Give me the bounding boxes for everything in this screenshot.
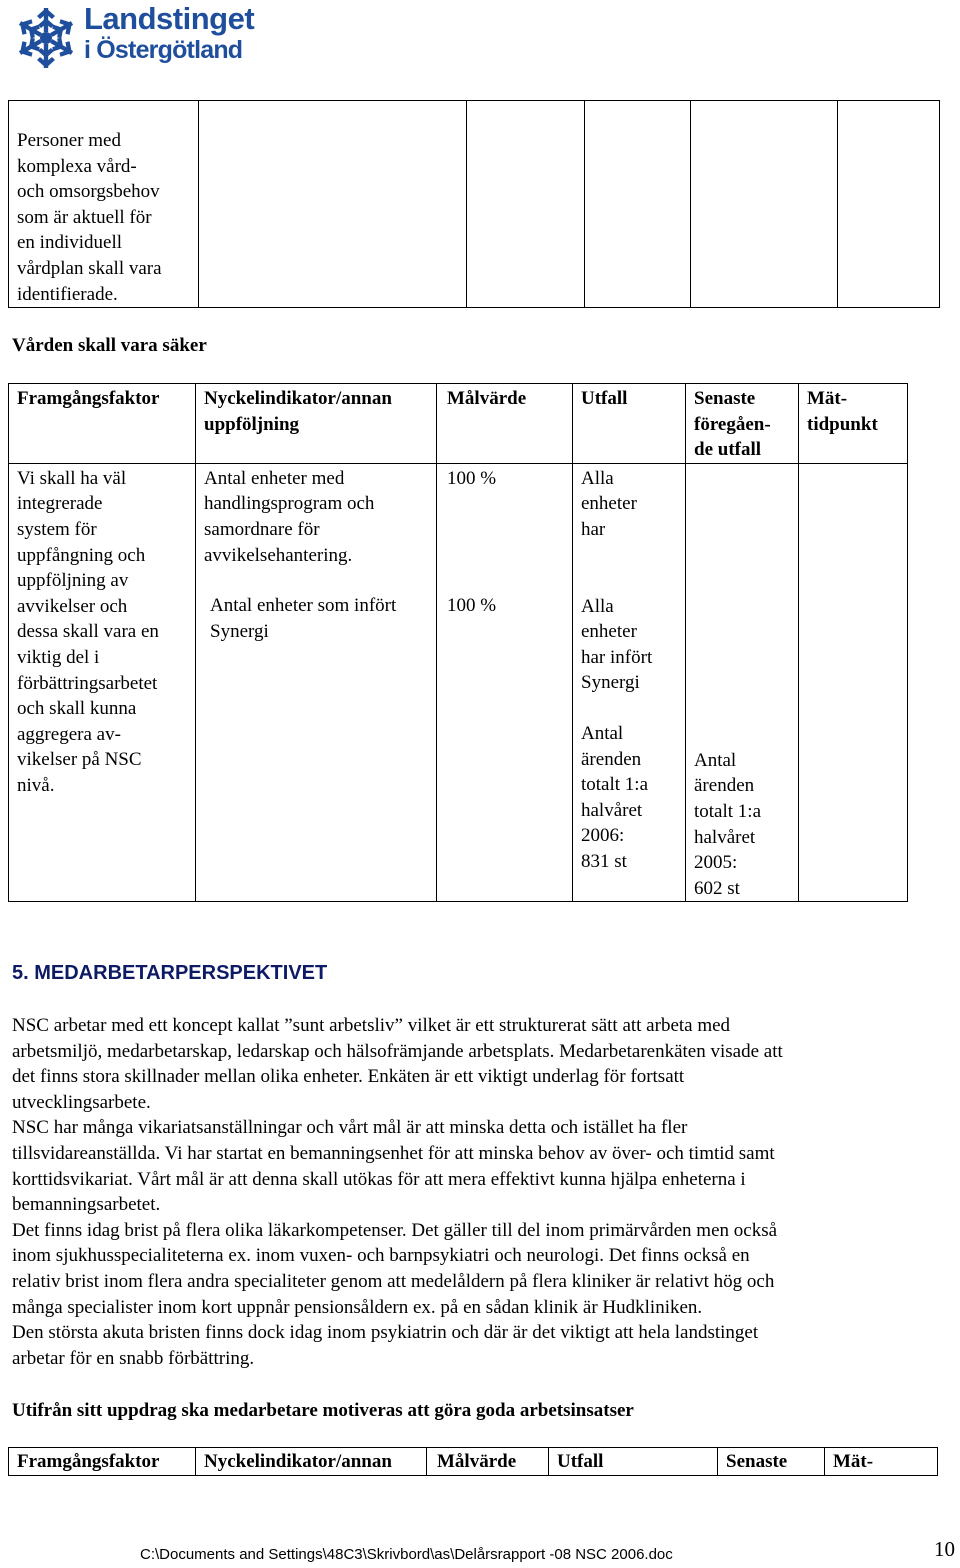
header2-framgangsfaktor: Framgångsfaktor: [9, 1448, 196, 1476]
utfall-2: Alla enheter har infört Synergi: [581, 595, 653, 694]
header-matpunkt: Mät- tidpunkt: [799, 384, 908, 464]
logo-wordmark-line2: i Östergötland: [84, 36, 243, 64]
utfall-3: Antal ärenden totalt 1:a halvåret 2006: 831 st: [581, 722, 649, 872]
saker-table: [8, 383, 908, 902]
logo-wordmark-line1: Landstinget: [84, 1, 255, 36]
header-malvarde: Målvärde: [437, 384, 573, 464]
indikator-2: Antal enheter som infört Synergi: [210, 595, 397, 642]
header2-matpunkt: Mät-: [825, 1448, 938, 1476]
cell-utfall: [573, 463, 686, 902]
top-continuation-table: [8, 100, 940, 308]
footer-file-path: C:\Documents and Settings\48C3\Skrivbord\as\Delårsrapport -08 NSC 2006.doc: [140, 1546, 673, 1563]
cell-malvarde: [437, 463, 573, 902]
footer-page-number: 10: [934, 1537, 955, 1561]
section-heading-saker: Vården skall vara säker: [12, 335, 207, 356]
top-table-cell-6: [838, 101, 940, 308]
header-utfall: Utfall: [573, 384, 686, 464]
header-nyckelindikator: Nyckelindikator/annan uppföljning: [196, 384, 437, 464]
top-table-cell-2: [199, 101, 466, 308]
medarbetar-table: [8, 1447, 938, 1476]
section5-paragraph: NSC arbetar med ett koncept kallat ”sunt arbetsliv” vilket är ett strukturerat sätt att arbeta med arbetsmiljö, medarbetarskap, ledarskap och hälsofrämjande arbetsplats. Medarbetarenkäten visade att det finns stora skillnader mellan olika enheter. Enkäten är ett viktigt underlag för fortsatt utvecklingsarbete. NSC har många vikariatsanställningar och vårt mål är att minska detta och istället ha fler tillsvidareanställda. Vi har startat en bemanningsenhet för att minska behov av över- och timtid samt korttidsvikariat. Vårt mål är att denna skall utökas för att mera effektivt kunna hjälpa enheterna i bemanningsarbetet. Det finns idag brist på flera olika läkarkompetenser. Det gäller till del inom primärvården men också inom sjukhusspecialiteterna ex. inom vuxen- och barnpsykiatri och neurologi. Det finns också en relativ brist inom flera andra specialiteter genom att medelåldern på flera kliniker är relativt hög och många specialister inom kort uppnår pensionsåldern ex. på en sådan klinik är Hudkliniken. Den största akuta bristen finns dock idag inom psykiatrin och där är det viktigt att hela landstinget arbetar för en snabb förbättring.: [12, 1015, 783, 1369]
malvarde-2: 100 %: [447, 595, 497, 617]
cell-indikator: [196, 463, 437, 902]
indikator-1: Antal enheter med handlingsprogram och samordnare för avvikelsehantering.: [204, 467, 375, 566]
cell-senaste: Antal ärenden totalt 1:a halvåret 2005: 602 st: [686, 463, 799, 902]
header2-nyckelindikator: Nyckelindikator/annan: [196, 1448, 427, 1476]
section5-subheading: Utifrån sitt uppdrag ska medarbetare motiveras att göra goda arbetsinsatser: [12, 1400, 634, 1421]
top-table-cell-framgangsfaktor: [9, 101, 199, 308]
cell-matpunkt: [799, 463, 908, 902]
utfall-1: Alla enheter har: [581, 467, 637, 540]
cell-framgangsfaktor: Vi skall ha väl integrerade system för uppfångning och uppföljning av avvikelser och dessa skall vara en viktig del i förbättringsarbetet och skall kunna aggregera av- vikelser på NSC nivå.: [9, 463, 196, 902]
section-title-medarbetar: 5. MEDARBETARPERSPEKTIVET: [12, 962, 328, 984]
top-table-cell-3: [466, 101, 585, 308]
header-senaste: Senaste föregåen- de utfall: [686, 384, 799, 464]
top-table-cell-4: [585, 101, 690, 308]
top-table-text: Personer med komplexa vård- och omsorgsbehov som är aktuell för en individuell vårdplan skall vara identifierade.: [17, 130, 162, 305]
header2-utfall: Utfall: [549, 1448, 718, 1476]
header-framgangsfaktor: Framgångsfaktor: [9, 384, 196, 464]
header2-malvarde: Målvärde: [427, 1448, 549, 1476]
header2-senaste: Senaste: [718, 1448, 825, 1476]
snowflake-icon: [16, 8, 77, 68]
top-table-cell-5: [690, 101, 838, 308]
malvarde-1: 100 %: [447, 467, 497, 489]
